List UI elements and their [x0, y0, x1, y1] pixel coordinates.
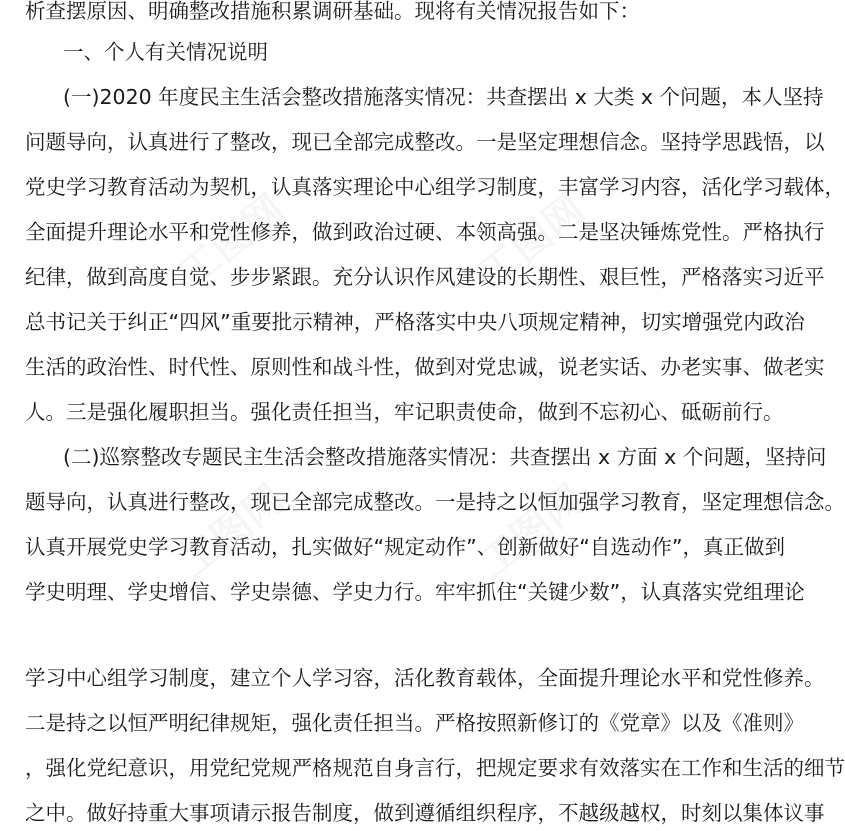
paragraph-line: ，强化党纪意识，用党纪党规严格规范自身言行，把规定要求有效落实在工作和生活的细节 [25, 756, 845, 780]
paragraph-line: 学习中心组学习制度，建立个人学习容，活化教育载体，全面提升理论水平和党性修养。 [25, 666, 825, 690]
paragraph-line: 题导向，认真进行整改，现已全部完成整改。一是持之以恒加强学习教育，坚定理想信念。 [25, 490, 845, 514]
paragraph-line: 纪律，做到高度自觉、步步紧跟。充分认识作风建设的长期性、艰巨性，严格落实习近平 [25, 265, 825, 289]
section-heading: 一、个人有关情况说明 [63, 40, 268, 64]
paragraph-line: 问题导向，认真进行了整改，现已全部完成整改。一是坚定理想信念。坚持学思践悟，以 [25, 130, 825, 154]
paragraph-line: 总书记关于纠正“四风”重要批示精神，严格落实中央八项规定精神，切实增强党内政治 [25, 310, 805, 334]
paragraph-line: 认真开展党史学习教育活动，扎实做好“规定动作”、创新做好“自选动作”，真正做到 [25, 535, 785, 559]
paragraph-line: (一)2020 年度民主生活会整改措施落实情况：共查摆出 x 大类 x 个问题，本人坚持 [63, 85, 824, 109]
paragraph-line: 之中。做好持重大事项请示报告制度，做到遵循组织程序，不越级越权，时刻以集体议事 [25, 801, 825, 825]
paragraph-line: 二是持之以恒严明纪律规矩，强化责任担当。严格按照新修订的《党章》以及《准则》 [25, 711, 804, 735]
paragraph-line: 学史明理、学史增信、学史崇德、学史力行。牢牢抓住“关键少数”，认真落实党组理论 [25, 580, 805, 604]
paragraph-line: 析查摆原因、明确整改措施积累调研基础。现将有关情况报告如下： [25, 0, 640, 23]
paragraph-line: 生活的政治性、时代性、原则性和战斗性，做到对党忠诚，说老实话、办老实事、做老实 [25, 355, 825, 379]
paragraph-line: 党史学习教育活动为契机，认真落实理论中心组学习制度，丰富学习内容，活化学习载体， [25, 175, 845, 199]
paragraph-line: 人。三是强化履职担当。强化责任担当，牢记职责使命，做到不忘初心、砥砺前行。 [25, 400, 784, 424]
paragraph-line: (二)巡察整改专题民主生活会整改措施落实情况：共查摆出 x 方面 x 个问题，坚持问 [63, 445, 827, 469]
paragraph-line: 全面提升理论水平和党性修养，做到政治过硬、本领高强。二是坚决锤炼党性。严格执行 [25, 220, 825, 244]
